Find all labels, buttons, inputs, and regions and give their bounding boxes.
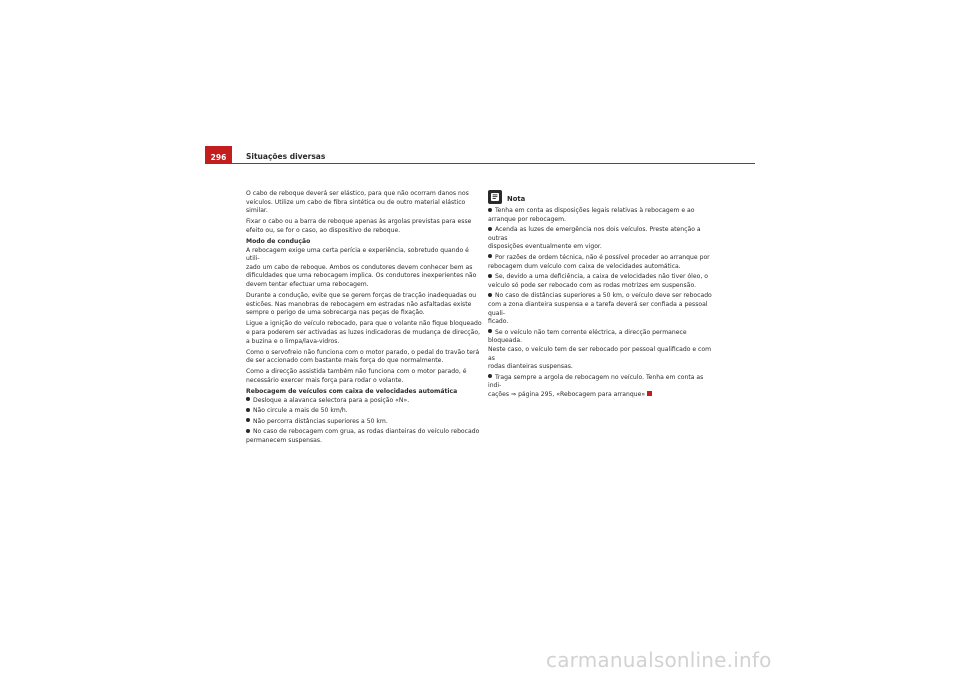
section-end-icon: [647, 391, 652, 396]
list-item-text: Não percorra distâncias superiores a 50 km.: [253, 417, 388, 425]
list-item: [488, 374, 718, 400]
bullet-icon: [488, 293, 492, 297]
list-item-text: Não circule a mais de 50 km/h.: [253, 407, 348, 415]
list-item: [488, 226, 718, 252]
list-item-text: Se o veículo não tem corrente eléctrica, a direcção permanece bloqueada. Neste caso, o veículo tem de ser rebocado por pessoal qualificado e com as rodas dianteiras suspensas.: [488, 328, 712, 371]
info-icon: [488, 190, 502, 204]
note-title: Nota: [507, 195, 526, 204]
paragraph: A rebocagem exige uma certa perícia e experiência, sobretudo quando é utili- zado um cabo de reboque. Ambos os condutores devem conhecer bem as dificuldades que uma rebocagem implica. Os condutores inexperientes não devem tentar efectuar uma rebocagem.: [246, 246, 477, 288]
list-item-text: Tenha em conta as disposições legais relativas à rebocagem e ao arranque por rebocagem.: [488, 207, 695, 223]
list-item: [488, 273, 718, 290]
list-item-text: Traga sempre a argola de rebocagem no veículo. Tenha em conta as indi- cações ⇒ página 295, «Rebocagem para arranque»: [488, 373, 704, 398]
chapter-title: Situações diversas: [246, 152, 326, 161]
list-item: [488, 207, 718, 224]
list-item-text: No caso de distâncias superiores a 50 km, o veículo deve ser rebocado com a zona dianteira suspensa e a tarefa deverá ser confiada a pessoal quali- ficado.: [488, 292, 712, 326]
paragraph: O cabo de reboque deverá ser elástico, para que não ocorram danos nos veículos. Utilize um cabo de fibra sintética ou de outro material elástico similar.: [246, 190, 469, 215]
list-item: [246, 428, 482, 445]
bullet-icon: [488, 227, 492, 231]
watermark: carmanualsonline.info: [546, 648, 772, 672]
paragraph: Como a direcção assistida também não funciona com o motor parado, é necessário exercer mais força para rodar o volante.: [246, 368, 467, 384]
page-number: 296: [205, 146, 232, 164]
list-item: [488, 329, 718, 372]
bullet-icon: [488, 274, 492, 278]
paragraph: Como o servofreio não funciona com o motor parado, o pedal do travão terá de ser accionado com bastante mais força do que normalmente.: [246, 348, 480, 365]
bullet-icon: [246, 397, 250, 401]
section-heading-driving-mode: Modo de condução: [246, 237, 311, 245]
bullet-icon: [488, 254, 492, 258]
left-column: [246, 190, 482, 448]
list-item: [488, 254, 718, 271]
paragraph: Fixar o cabo ou a barra de reboque apenas às argolas previstas para esse efeito ou, se for o caso, ao dispositivo de reboque.: [246, 218, 472, 234]
list-item-text: Acenda as luzes de emergência nos dois veículos. Preste atenção a outras disposições eventualmente em vigor.: [488, 226, 701, 251]
list-item-text: Se, devido a uma deficiência, a caixa de velocidades não tiver óleo, o veículo só pode ser rebocado com as rodas motrizes em suspensão.: [488, 273, 708, 289]
list-item-text: Desloque a alavanca selectora para a posição «N».: [253, 396, 410, 404]
header-rule: [205, 163, 755, 164]
list-item: [246, 418, 482, 427]
note-header: [488, 190, 718, 204]
section-heading-automatic-towing: Rebocagem de veículos com caixa de velocidades automática: [246, 387, 458, 395]
right-column-note: [488, 190, 718, 401]
list-item: [488, 292, 718, 326]
bullet-icon: [488, 208, 492, 212]
list-item: [246, 397, 482, 406]
bullet-icon: [488, 374, 492, 378]
paragraph: Ligue a ignição do veículo rebocado, para que o volante não fique bloqueado e para poderem ser activadas as luzes indicadoras de mudança de direcção, a buzina e o limpa/lava-vidros.: [246, 320, 482, 345]
list-item-text: No caso de rebocagem com grua, as rodas dianteiras do veículo rebocado permanecem suspensas.: [246, 428, 480, 444]
list-item-text: Por razões de ordem técnica, não é possível proceder ao arranque por rebocagem dum veículo com caixa de velocidades automática.: [488, 253, 710, 270]
bullet-icon: [246, 408, 250, 412]
list-item: [246, 407, 482, 416]
paragraph: Durante a condução, evite que se gerem forças de tracção inadequadas ou esticões. Nas manobras de rebocagem em estradas não asfaltadas existe sempre o perigo de uma sobrecarga nas peças de fixação.: [246, 292, 477, 317]
bullet-icon: [488, 329, 492, 333]
bullet-icon: [246, 418, 250, 422]
bullet-icon: [246, 429, 250, 433]
